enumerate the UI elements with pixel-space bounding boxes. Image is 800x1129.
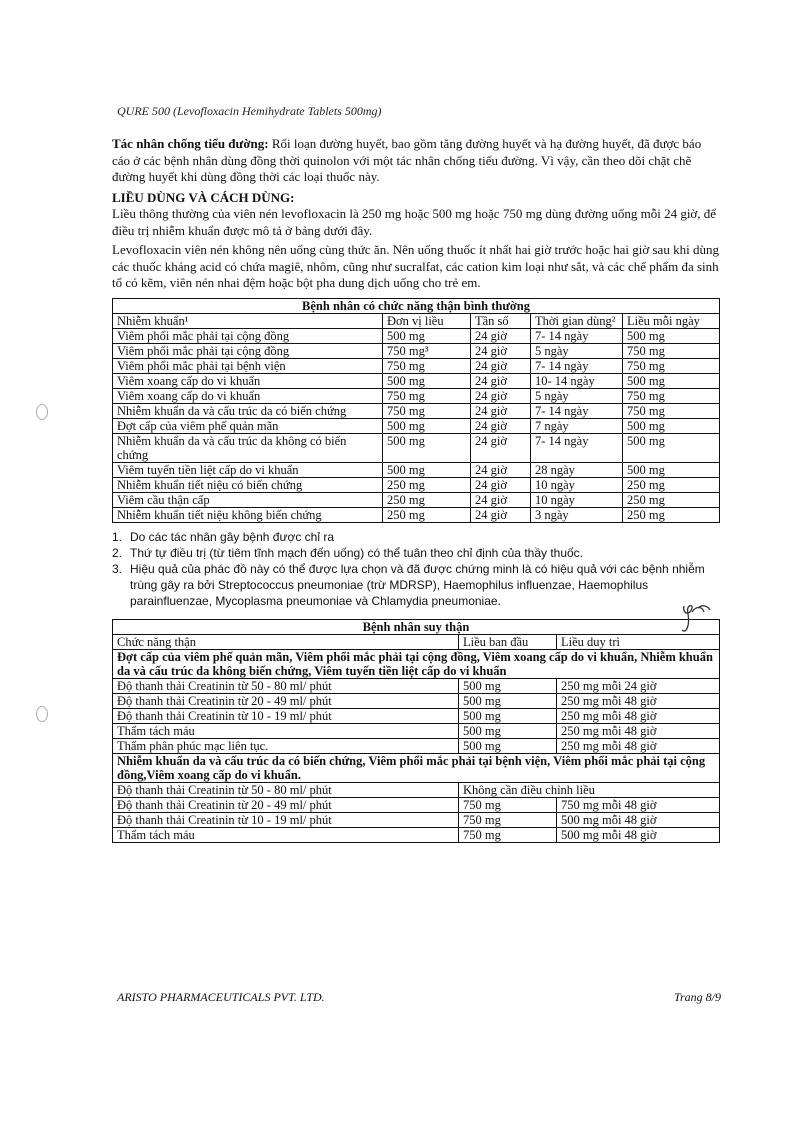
table-cell: Thẩm phân phúc mạc liên tục. (113, 738, 459, 753)
table-cell: 500 mg (623, 328, 720, 343)
table-row (113, 797, 720, 812)
footnote-number: 3. (112, 561, 123, 576)
table-header-row (113, 313, 720, 328)
column-header: Liều mỗi ngày (623, 313, 720, 328)
table-cell: Độ thanh thải Creatinin từ 20 - 49 ml/ phút (113, 693, 459, 708)
table-cell: 500 mg (623, 433, 720, 462)
table-row (113, 373, 720, 388)
table-cell: 750 mg (459, 827, 557, 842)
table-row (113, 723, 720, 738)
table-cell: Viêm xoang cấp do vi khuẩn (113, 388, 383, 403)
table-cell: 24 giờ (471, 388, 531, 403)
table-cell: Độ thanh thải Creatinin từ 50 - 80 ml/ phút (113, 782, 459, 797)
table-cell: 7- 14 ngày (531, 358, 623, 373)
table-cell: 5 ngày (531, 388, 623, 403)
table-cell: 24 giờ (471, 477, 531, 492)
table-cell: 24 giờ (471, 373, 531, 388)
table-cell: Độ thanh thải Creatinin từ 10 - 19 ml/ phút (113, 708, 459, 723)
table-cell: 250 mg mỗi 48 giờ (557, 693, 720, 708)
table-cell: 750 mg (459, 797, 557, 812)
column-header: Chức năng thận (113, 634, 459, 649)
table-cell: 250 mg mỗi 48 giờ (557, 738, 720, 753)
table-cell: 500 mg (459, 693, 557, 708)
table-cell: Viêm phổi mắc phải tại cộng đồng (113, 343, 383, 358)
table-row (113, 738, 720, 753)
table-cell: 250 mg (383, 477, 471, 492)
table-cell: 500 mg (623, 462, 720, 477)
table-title: Bệnh nhân suy thận (113, 619, 720, 634)
table-cell: 500 mg mỗi 48 giờ (557, 827, 720, 842)
table-cell: 750 mg (623, 358, 720, 373)
handwritten-signature-icon (676, 600, 716, 640)
table-row (113, 812, 720, 827)
punch-hole-mark (36, 404, 48, 420)
column-header: Liều duy trì (557, 634, 720, 649)
table-cell: 750 mg (383, 403, 471, 418)
table-cell: 10 ngày (531, 477, 623, 492)
table-cell: 7- 14 ngày (531, 433, 623, 462)
table-title: Bệnh nhân có chức năng thận bình thường (113, 298, 720, 313)
group-header-cell: Đợt cấp của viêm phế quản mãn, Viêm phổi mắc phải tại cộng đồng, Viêm xoang cấp do vi khuẩn, Nhiễm khuẩn da và cấu trúc da không biến chứng, Viêm tuyến tiền liệt cấp do vi khuẩn (113, 649, 720, 678)
antidiabetic-label: Tác nhân chống tiểu đường: (112, 136, 269, 151)
table-row (113, 418, 720, 433)
table-cell: Độ thanh thải Creatinin từ 50 - 80 ml/ phút (113, 678, 459, 693)
footnote-text: Hiệu quả của phác đồ này có thể được lựa chọn và đã được chứng minh là có hiệu quả với các bệnh nhiễm trùng gây ra bởi Streptococcus pneumoniae (trừ MDRSP), Haemophilus influenzae, Haemophilus parainfluenzae, Mycoplasma pneumoniae và Chlamydia pneumoniae. (130, 561, 705, 608)
table-cell: 500 mg mỗi 48 giờ (557, 812, 720, 827)
table-cell: 24 giờ (471, 492, 531, 507)
table-cell: 24 giờ (471, 433, 531, 462)
table-row (113, 328, 720, 343)
table-cell: 250 mg mỗi 24 giờ (557, 678, 720, 693)
table-cell: Nhiễm khuẩn da và cấu trúc da không có biến chứng (113, 433, 383, 462)
column-header: Liều ban đầu (459, 634, 557, 649)
table-cell: 24 giờ (471, 403, 531, 418)
table-cell: 500 mg (383, 462, 471, 477)
table-cell: 750 mg³ (383, 343, 471, 358)
table-cell: 750 mg (383, 358, 471, 373)
dosage-heading: LIỀU DÙNG VÀ CÁCH DÙNG: (112, 189, 295, 205)
column-header: Đơn vị liều (383, 313, 471, 328)
table-row (113, 708, 720, 723)
table-cell: 7- 14 ngày (531, 403, 623, 418)
table-row (113, 358, 720, 373)
table-cell: Thẩm tách máu (113, 827, 459, 842)
table-cell: 24 giờ (471, 462, 531, 477)
group-header-row (113, 649, 720, 678)
table-cell: 750 mg mỗi 48 giờ (557, 797, 720, 812)
table-cell: 7- 14 ngày (531, 328, 623, 343)
administration-paragraph: Levofloxacin viên nén không nên uống cùng thức ăn. Nên uống thuốc ít nhất hai giờ trước hoặc hai giờ sau khi dùng các thuốc kháng acid có chứa magiê, nhôm, cũng như sucralfat, các cation kim loại như sắt, và các chế phẩm đa sinh tố có kẽm, viên nén nhai đệm hoặc bột pha dung dịch uống cho trẻ em. (112, 242, 719, 290)
table-row (113, 433, 720, 462)
footnote-number: 1. (112, 529, 123, 544)
group-header-cell: Nhiễm khuẩn da và cấu trúc da có biến chứng, Viêm phổi mắc phải tại bệnh viện, Viêm phổi mắc phải tại cộng đồng,Viêm xoang cấp do vi khuẩn. (113, 753, 720, 782)
dosage-paragraph: Liều thông thường của viên nén levofloxacin là 250 mg hoặc 500 mg hoặc 750 mg dùng đường uống mỗi 24 giờ, để điều trị nhiễm khuẩn được mô tả ở bảng dưới đây. (112, 206, 717, 238)
table-cell: Không cần điều chỉnh liều (459, 782, 720, 797)
antidiabetic-text: Rối loạn đường huyết, bao gồm tăng đường huyết và hạ đường huyết, đã được báo cáo ở các bệnh nhân dùng đồng thời quinolon với một tác nhân chống tiểu đường. Vì vậy, cần theo dõi chặt chẽ đường huyết khi dùng đồng thời các loại thuốc này. (112, 136, 702, 184)
footnotes-list (112, 529, 720, 609)
table-cell: 10- 14 ngày (531, 373, 623, 388)
table-cell: Nhiễm khuẩn tiết niệu có biến chứng (113, 477, 383, 492)
table-row (113, 678, 720, 693)
table-cell: 750 mg (623, 388, 720, 403)
table-cell: 250 mg (623, 477, 720, 492)
table-cell: Độ thanh thải Creatinin từ 10 - 19 ml/ phút (113, 812, 459, 827)
footnote-number: 2. (112, 545, 123, 560)
antidiabetic-paragraph (112, 136, 720, 186)
column-header: Nhiễm khuẩn¹ (113, 313, 383, 328)
normal-renal-table (112, 298, 720, 523)
table-cell: Thẩm tách máu (113, 723, 459, 738)
table-cell: 750 mg (459, 812, 557, 827)
table-cell: Nhiễm khuẩn tiết niệu không biến chứng (113, 507, 383, 522)
table-cell: 7 ngày (531, 418, 623, 433)
table-cell: 500 mg (623, 418, 720, 433)
table-cell: 250 mg mỗi 48 giờ (557, 723, 720, 738)
punch-hole-mark (36, 706, 48, 722)
table-cell: 250 mg (383, 492, 471, 507)
table-cell: 5 ngày (531, 343, 623, 358)
table-cell: Viêm cầu thận cấp (113, 492, 383, 507)
table-cell: 250 mg mỗi 48 giờ (557, 708, 720, 723)
footnote-item (112, 561, 720, 609)
table-row (113, 343, 720, 358)
company-name: ARISTO PHARMACEUTICALS PVT. LTD. (117, 990, 325, 1004)
table-row (113, 507, 720, 522)
document-body (112, 136, 720, 843)
table-row (113, 782, 720, 797)
table-cell: Nhiễm khuẩn da và cấu trúc da có biến chứng (113, 403, 383, 418)
table-cell: 500 mg (459, 678, 557, 693)
table-cell: Viêm phổi mắc phải tại cộng đồng (113, 328, 383, 343)
table-header-row (113, 634, 720, 649)
renal-impairment-table (112, 619, 720, 843)
table-row (113, 492, 720, 507)
table-cell: 500 mg (459, 738, 557, 753)
table-cell: 250 mg (623, 507, 720, 522)
column-header: Tần số (471, 313, 531, 328)
table-row (113, 388, 720, 403)
page-footer (117, 990, 721, 1005)
table-cell: 750 mg (623, 343, 720, 358)
column-header: Thời gian dùng² (531, 313, 623, 328)
table-cell: Đợt cấp của viêm phế quản mãn (113, 418, 383, 433)
table-cell: 10 ngày (531, 492, 623, 507)
footnote-text: Do các tác nhân gây bệnh được chỉ ra (130, 529, 335, 544)
table-cell: Viêm tuyến tiền liệt cấp do vi khuẩn (113, 462, 383, 477)
table-cell: 24 giờ (471, 328, 531, 343)
table-cell: 24 giờ (471, 507, 531, 522)
table-row (113, 462, 720, 477)
table-row (113, 403, 720, 418)
footnote-item (112, 545, 720, 561)
table-cell: 500 mg (383, 373, 471, 388)
table-cell: 24 giờ (471, 358, 531, 373)
table-cell: 3 ngày (531, 507, 623, 522)
table-row (113, 693, 720, 708)
table-cell: 24 giờ (471, 418, 531, 433)
table-cell: 500 mg (383, 328, 471, 343)
page-number: Trang 8/9 (673, 990, 721, 1004)
table-row (113, 827, 720, 842)
table-cell: 750 mg (623, 403, 720, 418)
table-cell: 500 mg (623, 373, 720, 388)
table-row (113, 477, 720, 492)
page-header: QURE 500 (Levofloxacin Hemihydrate Tablets 500mg) (117, 104, 382, 118)
table-cell: 250 mg (383, 507, 471, 522)
table-cell: 500 mg (383, 433, 471, 462)
table-cell: Viêm phổi mắc phải tại bệnh viện (113, 358, 383, 373)
table-cell: Viêm xoang cấp do vi khuẩn (113, 373, 383, 388)
table-cell: 250 mg (623, 492, 720, 507)
table-cell: 500 mg (383, 418, 471, 433)
table-cell: 750 mg (383, 388, 471, 403)
footnote-text: Thứ tự điều trị (từ tiêm tĩnh mạch đến uống) có thể tuân theo chỉ định của thầy thuốc. (130, 545, 584, 560)
table-cell: 28 ngày (531, 462, 623, 477)
footnote-item (112, 529, 720, 545)
table-cell: Độ thanh thải Creatinin từ 20 - 49 ml/ phút (113, 797, 459, 812)
group-header-row (113, 753, 720, 782)
table-cell: 500 mg (459, 723, 557, 738)
table-cell: 24 giờ (471, 343, 531, 358)
table-cell: 500 mg (459, 708, 557, 723)
